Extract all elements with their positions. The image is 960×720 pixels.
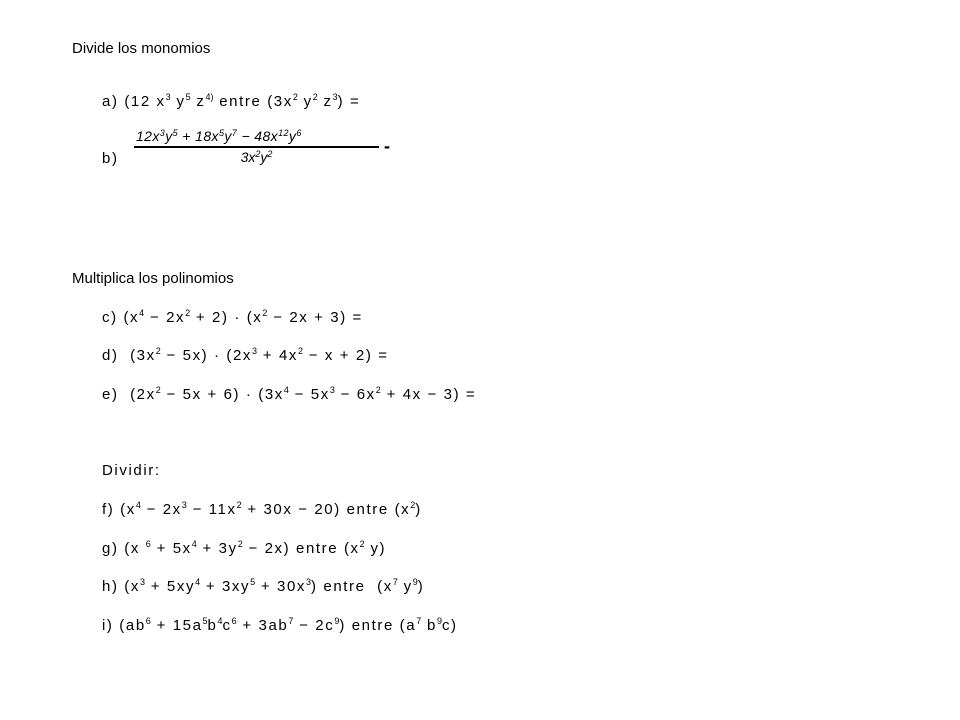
exercise-b-fraction bbox=[134, 128, 379, 165]
fraction-denominator: $3x^2y^2$ bbox=[240, 148, 273, 165]
section-title-divide-monomios: Divide los monomios bbox=[72, 40, 211, 57]
exercise-g: g) (x $^6 + 5x^4 + 3y^2 - 2x$) entre ($x^2$ y) bbox=[102, 539, 387, 557]
section-title-dividir: Dividir: bbox=[102, 462, 161, 479]
exercise-c: c) $(x^4 - 2x^2 + 2) \cdot (x^2 - 2x + 3)$ = bbox=[102, 308, 363, 326]
section-title-multiplica-polinomios: Multiplica los polinomios bbox=[72, 270, 234, 287]
exercise-h: h) $(x^3 + 5xy^4 + 3xy^5 + 30x^3)$ entre ($x^7$ $y^9$) bbox=[102, 577, 425, 595]
exercise-i: i) $(ab^6 + 15a^5b^4c^6 + 3ab^7 - 2c^9)$ entre ($a^7$ $b^9c$) bbox=[102, 616, 458, 634]
exercise-b-equals: - bbox=[384, 136, 390, 156]
exercise-b-label: b) bbox=[102, 150, 119, 167]
exercise-d: d) $(3x^2 - 5x) \cdot (2x^3 + 4x^2 - x + 2)$ = bbox=[102, 346, 389, 364]
exercise-f: f) $(x^4 - 2x^3 - 11x^2 + 30x - 20)$ entre $(x^2)$ bbox=[102, 500, 422, 518]
exercise-e: e) $(2x^2 - 5x + 6) \cdot (3x^4 - 5x^3 - 6x^2 + 4x - 3)$ = bbox=[102, 385, 477, 403]
exercise-a: a) (12 $x^3$ $y^5$ $z^{4)}$ entre ($3x^2$ $y^2$ $z^3$) = bbox=[102, 92, 361, 110]
fraction-numerator: $12x^3y^5 + 18x^5y^7 - 48x^{12}y^6$ bbox=[136, 128, 302, 144]
